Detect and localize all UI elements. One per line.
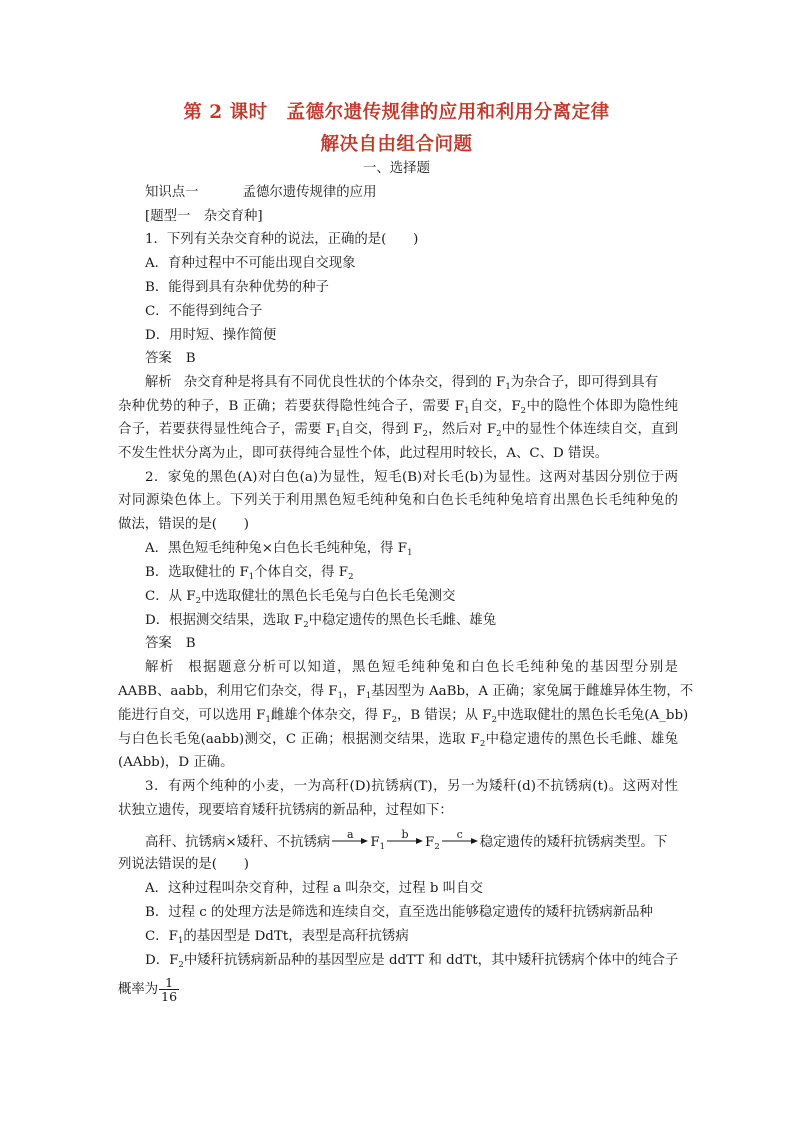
subscript: 2 [195, 596, 201, 606]
q2-option-a: A．黑色短毛纯种兔×白色长毛纯种兔，得 $F_1$ [145, 541, 413, 558]
fraction-denominator: 16 [161, 989, 178, 1004]
q1-option-a: A．育种过程中不可能出现自交现象 [145, 256, 356, 271]
question-type: [题型一 杂交育种] [145, 209, 263, 224]
subscript: 2 [348, 572, 354, 582]
answer-value: B [185, 636, 196, 651]
q3-option-c: C．$F_1$的基因型是 DdTt，表型是高秆抗锈病 [145, 929, 409, 946]
arrow-c-icon [441, 828, 479, 847]
subscript: 1 [337, 691, 344, 701]
subscript: 1 [265, 715, 271, 725]
subscript: 2 [479, 739, 486, 749]
subscript: 1 [248, 572, 255, 582]
segments: 杂交育种是将具有不同优良性状的个体杂交，得到的 $F_1$为杂合子，即可得到具有 [183, 375, 659, 392]
q3-probability [118, 976, 678, 1003]
segments: 根据题意分析可以知道，黑色短毛纯种兔和白色长毛纯种兔的基因型分别是 [186, 660, 679, 675]
q2-option-d: D．根据测交结果，选取 $F_2$中稳定遗传的黑色长毛雌、雄兔 [145, 613, 497, 630]
analysis-label: 解析 [145, 375, 172, 390]
q2-option-c: C．从 $F_2$中选取健壮的黑色长毛兔与白色长毛兔测交 [145, 589, 456, 606]
answer-label: 答案 [145, 636, 172, 651]
q2-stem-line-2: 对同源染色体上。下列关于利用黑色短毛纯种兔和白色长毛纯种兔培育出黑色长毛纯种兔的 [118, 493, 678, 508]
section-heading: 一、选择题 [363, 161, 430, 176]
q3-process: 高秆、抗锈病×矮秆、不抗锈病 a $F_1$ b $F_2$ c 稳定遗传的矮秆抗锈病类型。下 [145, 828, 668, 852]
q3-stem-line-1: 3．有两个纯种的小麦，一为高秆(D)抗锈病(T)，另一为矮秆(d)不抗锈病(t)。这两对性 [145, 779, 678, 794]
subscript: 2 [391, 715, 397, 725]
process-start: 高秆、抗锈病×矮秆、不抗锈病 [145, 835, 331, 850]
q1-analysis-line-3: 合子，若要获得显性纯合子，需要 $F_1$自交，得到 $F_2$，然后对 $F_2$中的显性个体连续自交，直到 [118, 422, 678, 439]
answer-label: 答案 [145, 351, 172, 366]
q1-analysis-line-4: 不发生性状分离为止，即可获得纯合显性个体，此过程用时较长，A、C、D 错误。 [118, 446, 609, 461]
analysis-label: 解析 [145, 660, 175, 675]
q3-stem-line-2: 状独立遗传，现要培育矮秆抗锈病的新品种，过程如下： [118, 803, 453, 818]
q1-analysis-line-1 [145, 374, 678, 392]
q3-option-a: A．这种过程叫杂交育种，过程 a 叫杂交，过程 b 叫自交 [145, 881, 483, 896]
process-end: 稳定遗传的矮秆抗锈病类型。下 [479, 835, 668, 850]
subscript: 1 [407, 548, 413, 558]
knowledge-point-label: 知识点一 [145, 185, 199, 200]
fraction [159, 976, 179, 1003]
q1-analysis-line-2: 杂种优势的种子，B 正确；若要获得隐性纯合子，需要 $F_1$自交，$F_2$中的隐性个体即为隐性纯 [118, 399, 678, 416]
q3-option-d: D．$F_2$中矮秆抗锈病新品种的基因型应是 ddTT 和 ddTt，其中矮秆抗锈病个体中的纯合子 [145, 953, 679, 970]
q1-stem: 1．下列有关杂交育种的说法，正确的是( ) [145, 232, 419, 247]
q1-option-c: C．不能得到纯合子 [145, 304, 263, 319]
answer-value: B [185, 351, 196, 366]
q2-answer [145, 635, 705, 653]
fraction-numerator: 1 [159, 976, 179, 990]
q2-stem-line-3: 做法，错误的是( ) [118, 517, 249, 532]
q3-option-b: B．过程 c 的处理方法是筛选和连续自交，直至选出能够稳定遗传的矮秆抗锈病新品种 [145, 905, 653, 920]
subscript: 2 [178, 960, 184, 970]
f1-label: F [370, 835, 380, 850]
arrow-a-label: a [347, 828, 354, 841]
subscript: 2 [496, 429, 502, 439]
q2-analysis-line-2: AABB、aabb，利用它们杂交，得 $F_1$，$F_1$基因型为 AaBb，A 正确；家兔属于雌雄异体生物，不 [118, 684, 694, 701]
q2-analysis-line-4: 与白色长毛兔(aabb)测交，C 正确；根据测交结果，选取 $F_2$中稳定遗传的黑色长毛雌、雄兔 [118, 732, 679, 749]
subscript: 1 [505, 382, 511, 392]
q1-answer [145, 350, 705, 368]
arrow-c-label: c [456, 828, 463, 841]
subscript: 2 [303, 620, 309, 630]
knowledge-point [145, 184, 705, 202]
subscript: 2 [520, 406, 527, 416]
arrow-b-label: b [401, 828, 409, 841]
subscript: 2 [491, 715, 498, 725]
lesson-title-line1: 第 2 课时 孟德尔遗传规律的应用和利用分离定律 [183, 102, 610, 123]
subscript: 1 [335, 429, 341, 439]
knowledge-point-text: 孟德尔遗传规律的应用 [242, 185, 377, 200]
q1-option-b: B．能得到具有杂种优势的种子 [145, 280, 329, 295]
arrow-a-icon [331, 828, 369, 847]
q2-analysis-line-3: 能进行自交，可以选用 $F_1$雌雄个体杂交，得 $F_2$，B 错误；从 $F_2$中选取健壮的黑色长毛兔(A_bb) [118, 708, 689, 725]
subscript: 1 [464, 406, 470, 416]
q3-stem-tail: 列说法错误的是( ) [118, 857, 249, 872]
q1-option-d: D．用时短、操作简便 [145, 328, 277, 343]
q2-analysis-line-1 [145, 659, 678, 677]
arrow-b-icon [386, 828, 424, 847]
q2-analysis-line-5: (AAbb)，D 正确。 [118, 755, 234, 770]
lesson-title-line2: 解决自由组合问题 [320, 134, 473, 155]
f2-label: F [425, 835, 435, 850]
probability-prefix: 概率为 [118, 982, 159, 997]
q2-option-b: B．选取健壮的 $F_1$个体自交，得 $F_2$ [145, 565, 354, 582]
q2-stem-line-1: 2．家兔的黑色(A)对白色(a)为显性，短毛(B)对长毛(b)为显性。这两对基因分别位于两 [145, 470, 678, 485]
subscript: 1 [365, 691, 372, 701]
subscript: 2 [422, 429, 428, 439]
subscript: 1 [177, 936, 184, 946]
